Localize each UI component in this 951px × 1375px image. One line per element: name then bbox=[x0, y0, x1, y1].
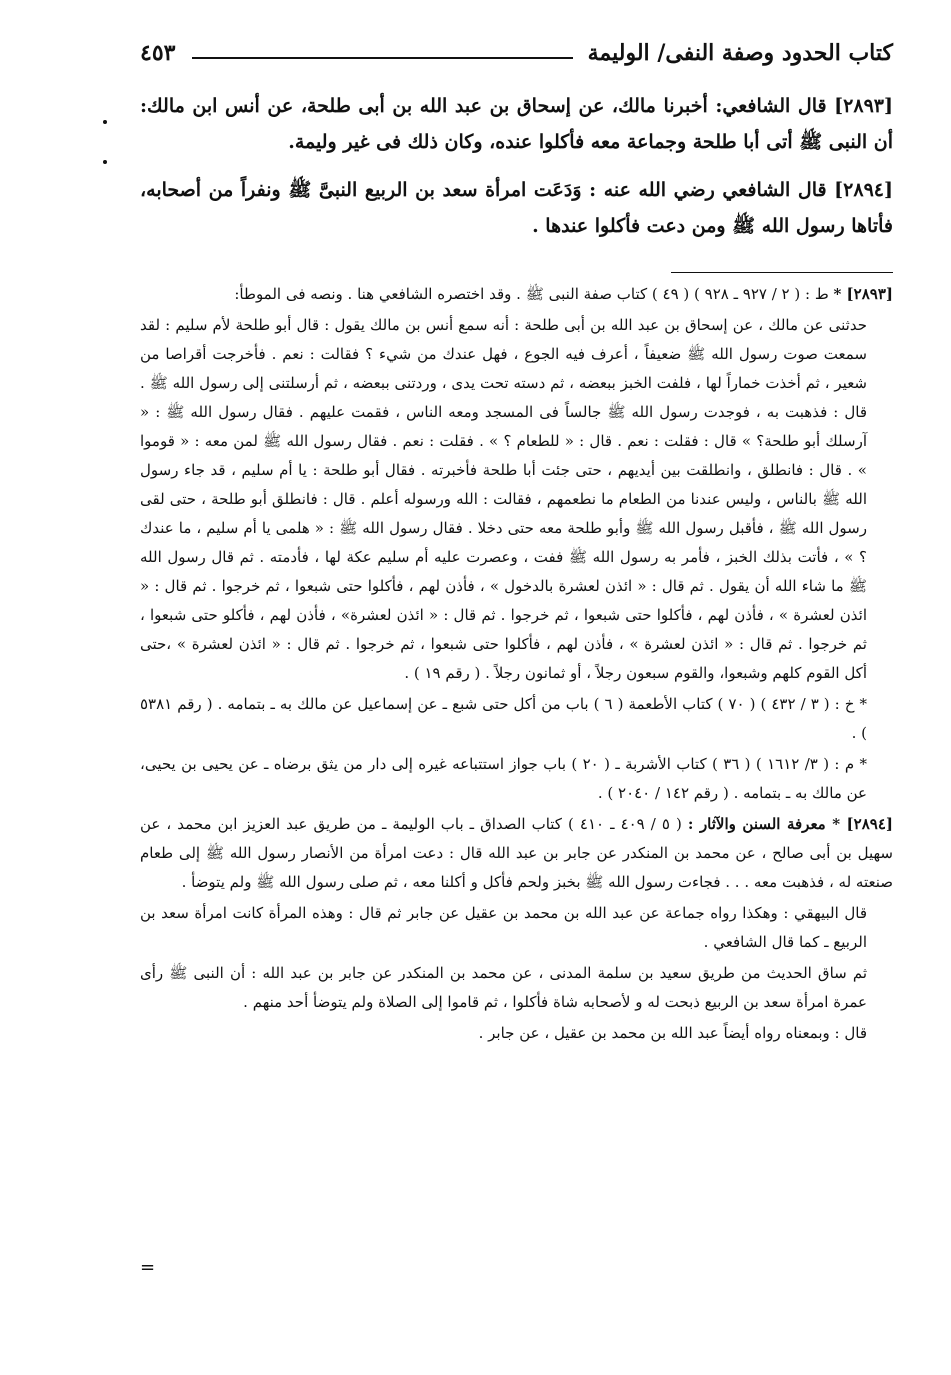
continuation-mark: = bbox=[140, 1257, 156, 1278]
header-rule bbox=[192, 57, 573, 59]
note-2894-ref: [٢٨٩٤] * معرفة السنن والآثار : bbox=[687, 815, 893, 833]
hadith-2893-lead: [٢٨٩٣] قال الشافعي: bbox=[715, 95, 893, 117]
footnotes bbox=[140, 280, 893, 1050]
footnote-separator bbox=[671, 272, 893, 273]
hadith-2893 bbox=[140, 88, 893, 160]
note-2894 bbox=[140, 810, 893, 897]
main-text bbox=[140, 88, 893, 256]
note-2893-bukhari: * خ : ( ٣ / ٤٣٢ ) ( ٧٠ ) كتاب الأطعمة ( ٦ ) باب من أكل حتى شبع ـ عن إسماعيل عن مالك به ـ بتمامه . ( رقم ٥٣٨١ ) . bbox=[140, 695, 867, 742]
hadith-2894 bbox=[140, 172, 893, 244]
note-2893-intro bbox=[140, 280, 893, 309]
hadith-2894-text: رضي الله عنه : وَدَعَت امرأة سعد بن الربيع النبىَّ ﷺ ونفراً من أصحابه، فأتاها رسول الله ﷺ ومن دعت فأكلوا عندها . bbox=[140, 179, 893, 237]
note-2893-intro-text: ط : ( ٢ / ٩٢٧ ـ ٩٢٨ ) ( ٤٩ ) كتاب صفة النبى ﷺ . وقد اختصره الشافعي هنا . ونصه فى الموطأ: bbox=[234, 285, 829, 303]
note-2893-ref: [٢٨٩٣] * bbox=[833, 285, 893, 303]
page-number: ٤٥٣ bbox=[140, 40, 176, 66]
chapter-title: كتاب الحدود وصفة النفى/ الوليمة bbox=[587, 40, 893, 66]
note-2894-last: قال : وبمعناه رواه أيضاً عبد الله بن محمد بن عقيل ، عن جابر . bbox=[478, 1024, 867, 1042]
note-2894-bayhaqi: قال البيهقي : وهكذا رواه جماعة عن عبد الله بن محمد بن عقيل عن جابر ثم قال : وهذه المرأة كانت امرأة سعد بن الربيع ـ كما قال الشافعي . bbox=[140, 904, 867, 951]
note-2893-muslim: * م : ( ٣/ ١٦١٢ ) ( ٣٦ ) كتاب الأشربة ـ ( ٢٠ ) باب جواز استتباعه غيره إلى دار من يثق برضاه ـ عن يحيى بن يحيى، عن مالك به ـ بتمامه . ( رقم ١٤٢ / ٢٠٤٠ ) . bbox=[140, 755, 868, 802]
speck-mark bbox=[103, 160, 107, 164]
note-2894-then: ثم ساق الحديث من طريق سعيد بن سلمة المدنى ، عن محمد بن المنكدر عن جابر بن عبد الله : أن النبى ﷺ رأى عمرة امرأة سعد بن الربيع ذبحت له و لأصحابه شاة فأكلوا ، ثم قاموا إلى الصلاة ولم يتوضأ أحد منهم . bbox=[140, 964, 867, 1011]
hadith-2894-lead: [٢٨٩٤] قال الشافعي bbox=[722, 179, 893, 201]
note-2894-text: ( ٥ / ٤٠٩ ـ ٤١٠ ) كتاب الصداق ـ باب الوليمة ـ من طريق عبد العزيز ابن محمد ، عن سهيل بن أبى صالح ، عن محمد بن المنكدر عن جابر بن عبد الله قال : دعت امرأة من الأنصار رسول الله ﷺ إلى طعام صنعته له ، فذهبت معه . . . فجاءت رسول الله ﷺ بخبز ولحم فأكل و أكلنا معه ، ثم صلى رسول الله ﷺ ولم يتوضأ . bbox=[140, 815, 893, 891]
note-2893-body: حدثنى عن مالك ، عن إسحاق بن عبد الله بن أبى طلحة : أنه سمع أنس بن مالك يقول : قال أبو طلحة لأم سليم : لقد سمعت صوت رسول الله ﷺ ضعيفاً ، أعرف فيه الجوع ، فهل عندك من شيء ؟ فقالت : نعم . فأخرجت أقراصا من شعير ، ثم أخذت خماراً لها ، فلفت الخبز ببعضه ، ثم دسته تحت يدى ، وردتنى ببعضه ، ثم أرسلتنى إلى رسول الله ﷺ . قال : فذهبت به ، فوجدت رسول الله ﷺ جالساً فى المسجد ومعه الناس ، فقمت عليهم . فقال رسول الله ﷺ : « آرسلك أبو طلحة؟ » قال : فقلت : نعم . قال : « للطعام ؟ » . فقلت : نعم . فقال رسول الله ﷺ لمن معه : « قوموا » . قال : فانطلق ، وانطلقت بين أيديهم ، حتى جئت أبا طلحة فأخبرته . فقال أبو طلحة : يا أم سليم ، قد جاء رسول الله ﷺ بالناس ، وليس عندنا من الطعام ما نطعمهم ، فقالت : الله ورسوله أعلم . قال : فانطلق أبو طلحة ، حتى لقى رسول الله ﷺ ، فأقبل رسول الله ﷺ وأبو طلحة معه حتى دخلا . فقال رسول الله ﷺ : « هلمى يا أم سليم ، ما عندك ؟ » ، فأتت بذلك الخبز ، فأمر به رسول الله ﷺ ففت ، وعصرت عليه أم سليم عكة لها ، فأدمته . ثم قال رسول الله ﷺ ما شاء الله أن يقول . ثم قال : « ائذن لعشرة بالدخول » ، فأذن لهم ، فأكلوا حتى شبعوا ، ثم خرجوا . ثم قال : « ائذن لعشرة » ، فأذن لهم ، فأكلوا حتى شبعوا ، ثم خرجوا . ثم قال : « ائذن لعشرة» ، فأذن لهم ، فأكلو حتى شبعوا ، ثم خرجوا . ثم قال : « ائذن لعشرة » ، فأذن لهم ، فأكلوا حتى شبعوا ، ثم خرجوا . ثم قال : « ائذن لعشرة » ،حتى أكل القوم كلهم وشبعوا، والقوم سبعون رجلاً ، أو ثمانون رجلاً . ( رقم ١٩ ) . bbox=[140, 316, 867, 682]
speck-mark bbox=[103, 120, 107, 124]
running-header bbox=[140, 40, 893, 72]
hadith-2893-text: أخبرنا مالك، عن إسحاق بن عبد الله بن أبى طلحة، عن أنس ابن مالك: أن النبى ﷺ أتى أبا طلحة وجماعة معه فأكلوا عنده، وكان ذلك فى غير وليمة. bbox=[140, 95, 893, 153]
